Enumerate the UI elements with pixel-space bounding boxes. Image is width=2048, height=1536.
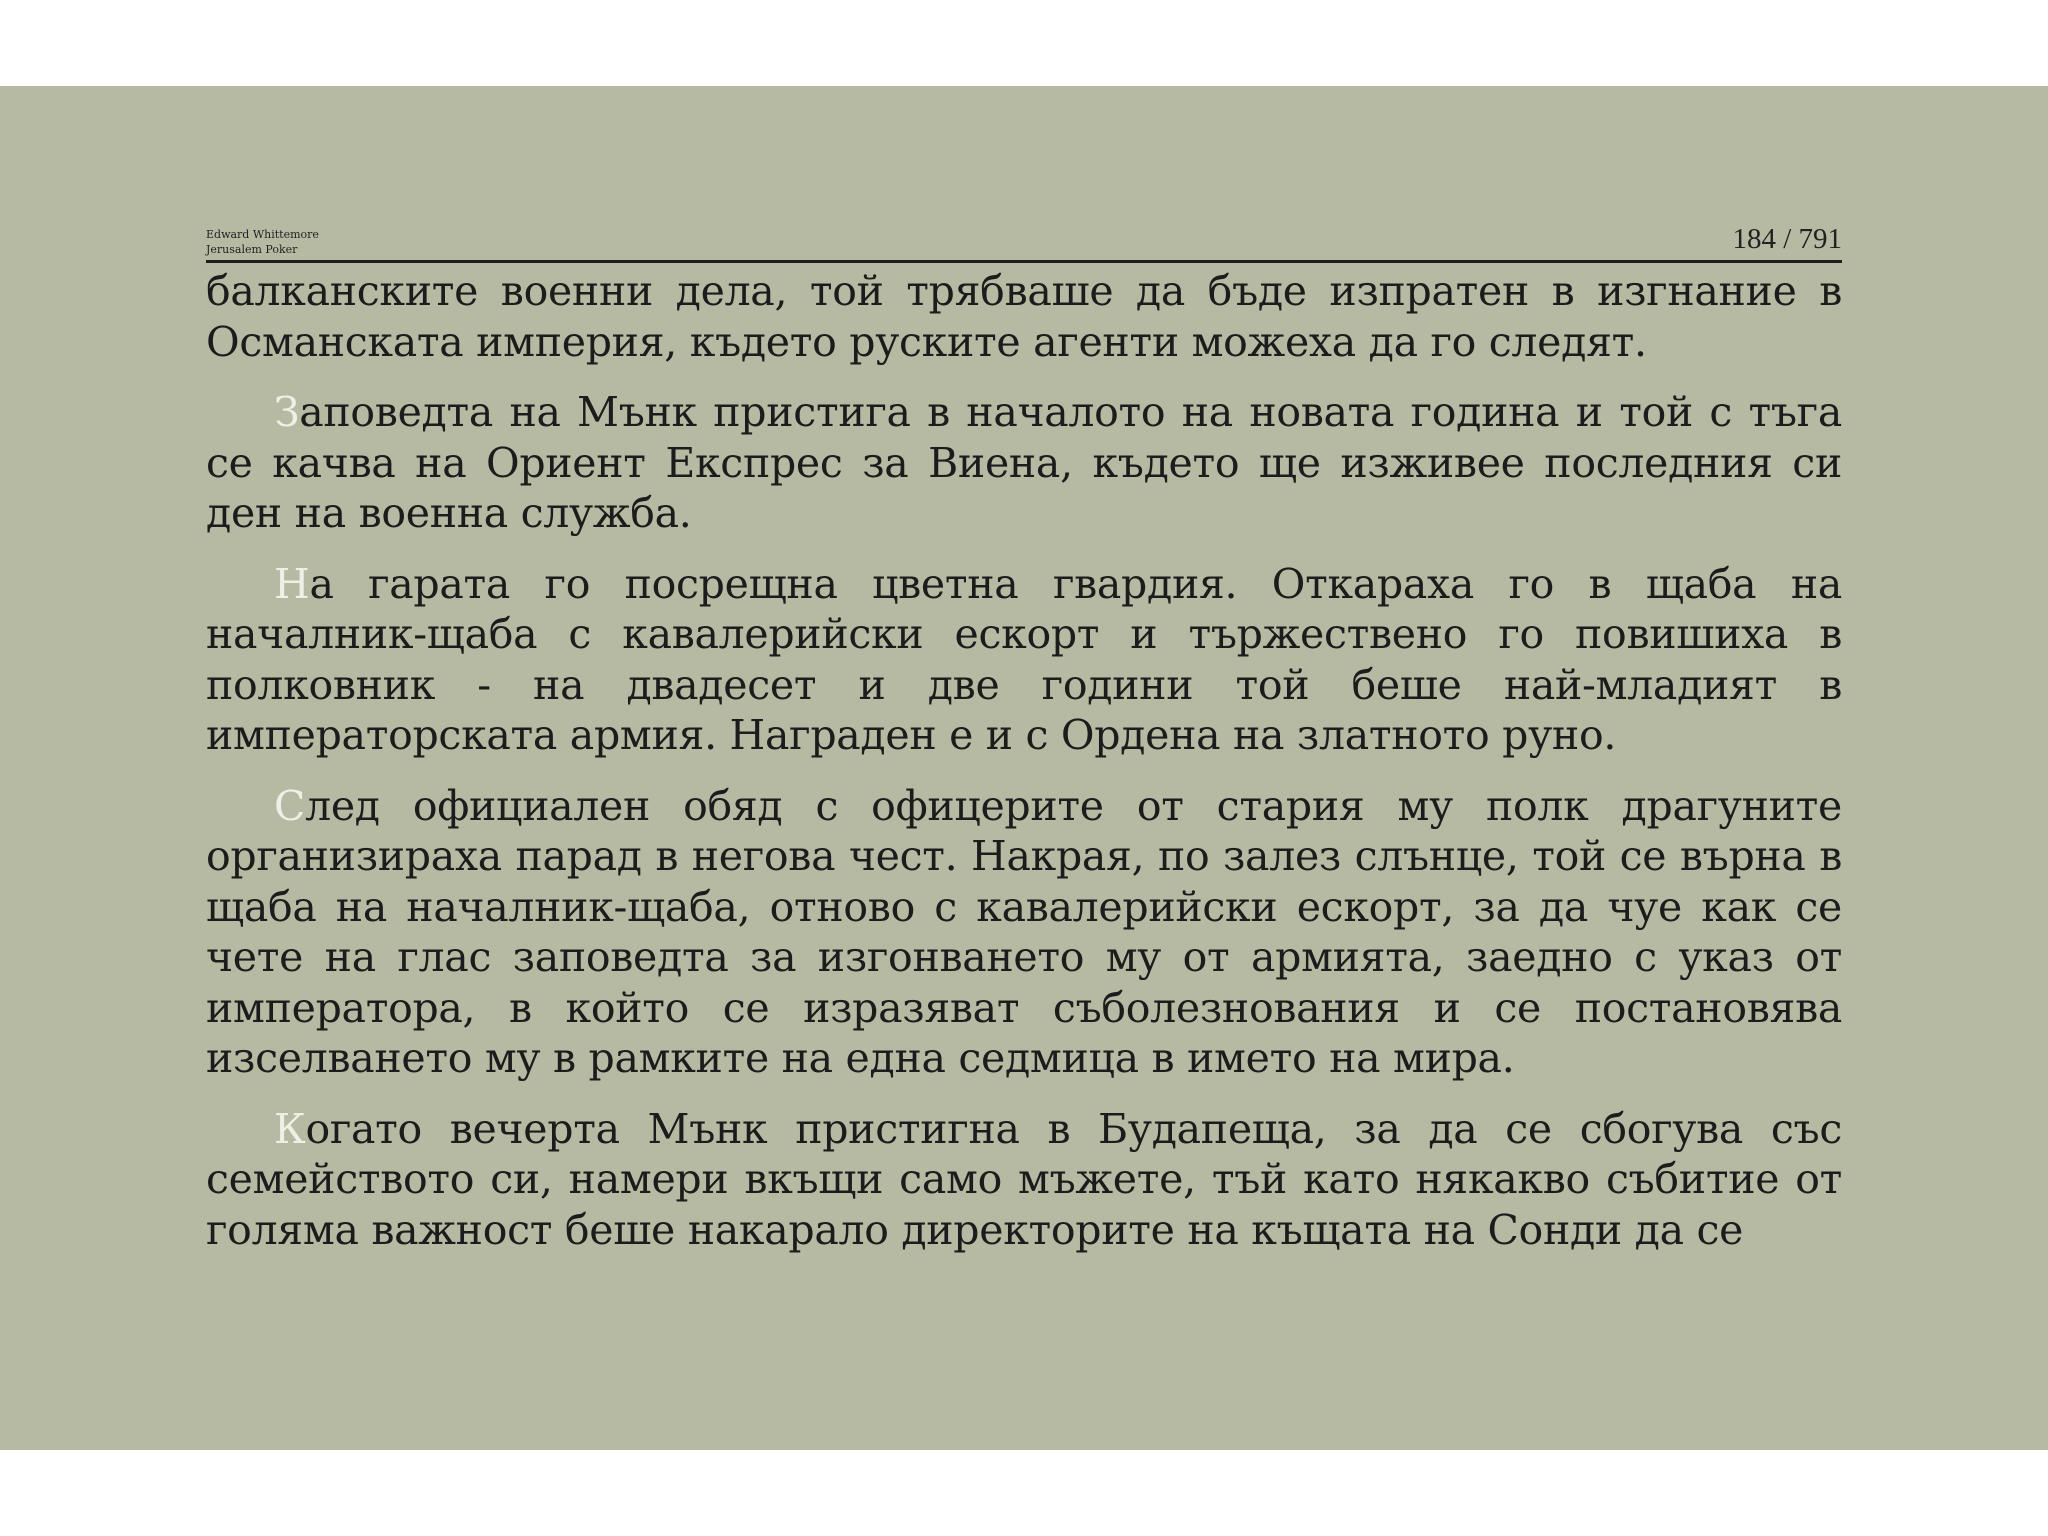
paragraph — [206, 781, 1842, 1084]
page-counter: 184 / 791 — [1732, 223, 1842, 255]
drop-initial: С — [274, 781, 306, 830]
paragraph-text: балканските военни дела, той трябваше да бъде изпратен в изгнание в Османската империя, където руските агенти можеха да го следят. — [206, 267, 1842, 366]
paragraph — [206, 387, 1842, 539]
drop-initial: З — [274, 388, 300, 436]
book-meta — [206, 227, 319, 257]
paragraph-text: огато вечерта Мънк пристигна в Будапеща, за да се сбогува със семейството си, намери вкъщи само мъжете, тъй като някакво събитие от голяма важност беше накарало директорите на къщата на Сонди да се — [206, 1104, 1842, 1254]
author-name: Edward Whittemore — [206, 228, 319, 241]
paragraph-text: лед официален обяд с офицерите от стария му полк драгуните организираха парад в негова чест. Накрая, по залез слънце, той се върна в щаба на началник-щаба, отново с кавалерийски ескорт, за да чуе как се чете на глас заповедта за изгонването му от армията, заедно с указ от императора, в който се изразяват съболезнования и се постановява изселването му в рамките на една седмица в името на мира. — [206, 781, 1842, 1082]
drop-initial: К — [274, 1104, 306, 1153]
page-header — [206, 136, 1842, 263]
paragraph-text: аповедта на Мънк пристига в началото на новата година и той с тъга се качва на Ориент Експрес за Виена, където ще изживее последния си ден на военна служба. — [206, 388, 1842, 537]
book-title: Jerusalem Poker — [206, 243, 298, 256]
page-body — [206, 266, 1842, 1275]
paragraph — [206, 266, 1842, 367]
paragraph-text: а гарата го посрещна цветна гвардия. Откараха го в щаба на началник-щаба с кавалерийски ескорт и тържествено го повишиха в полковник - на двадесет и две години той беше най-младият в императорската армия. Награден е и с Ордена на златното руно. — [206, 559, 1842, 759]
paragraph — [206, 1104, 1842, 1256]
drop-initial: Н — [274, 559, 310, 608]
paragraph — [206, 559, 1842, 761]
